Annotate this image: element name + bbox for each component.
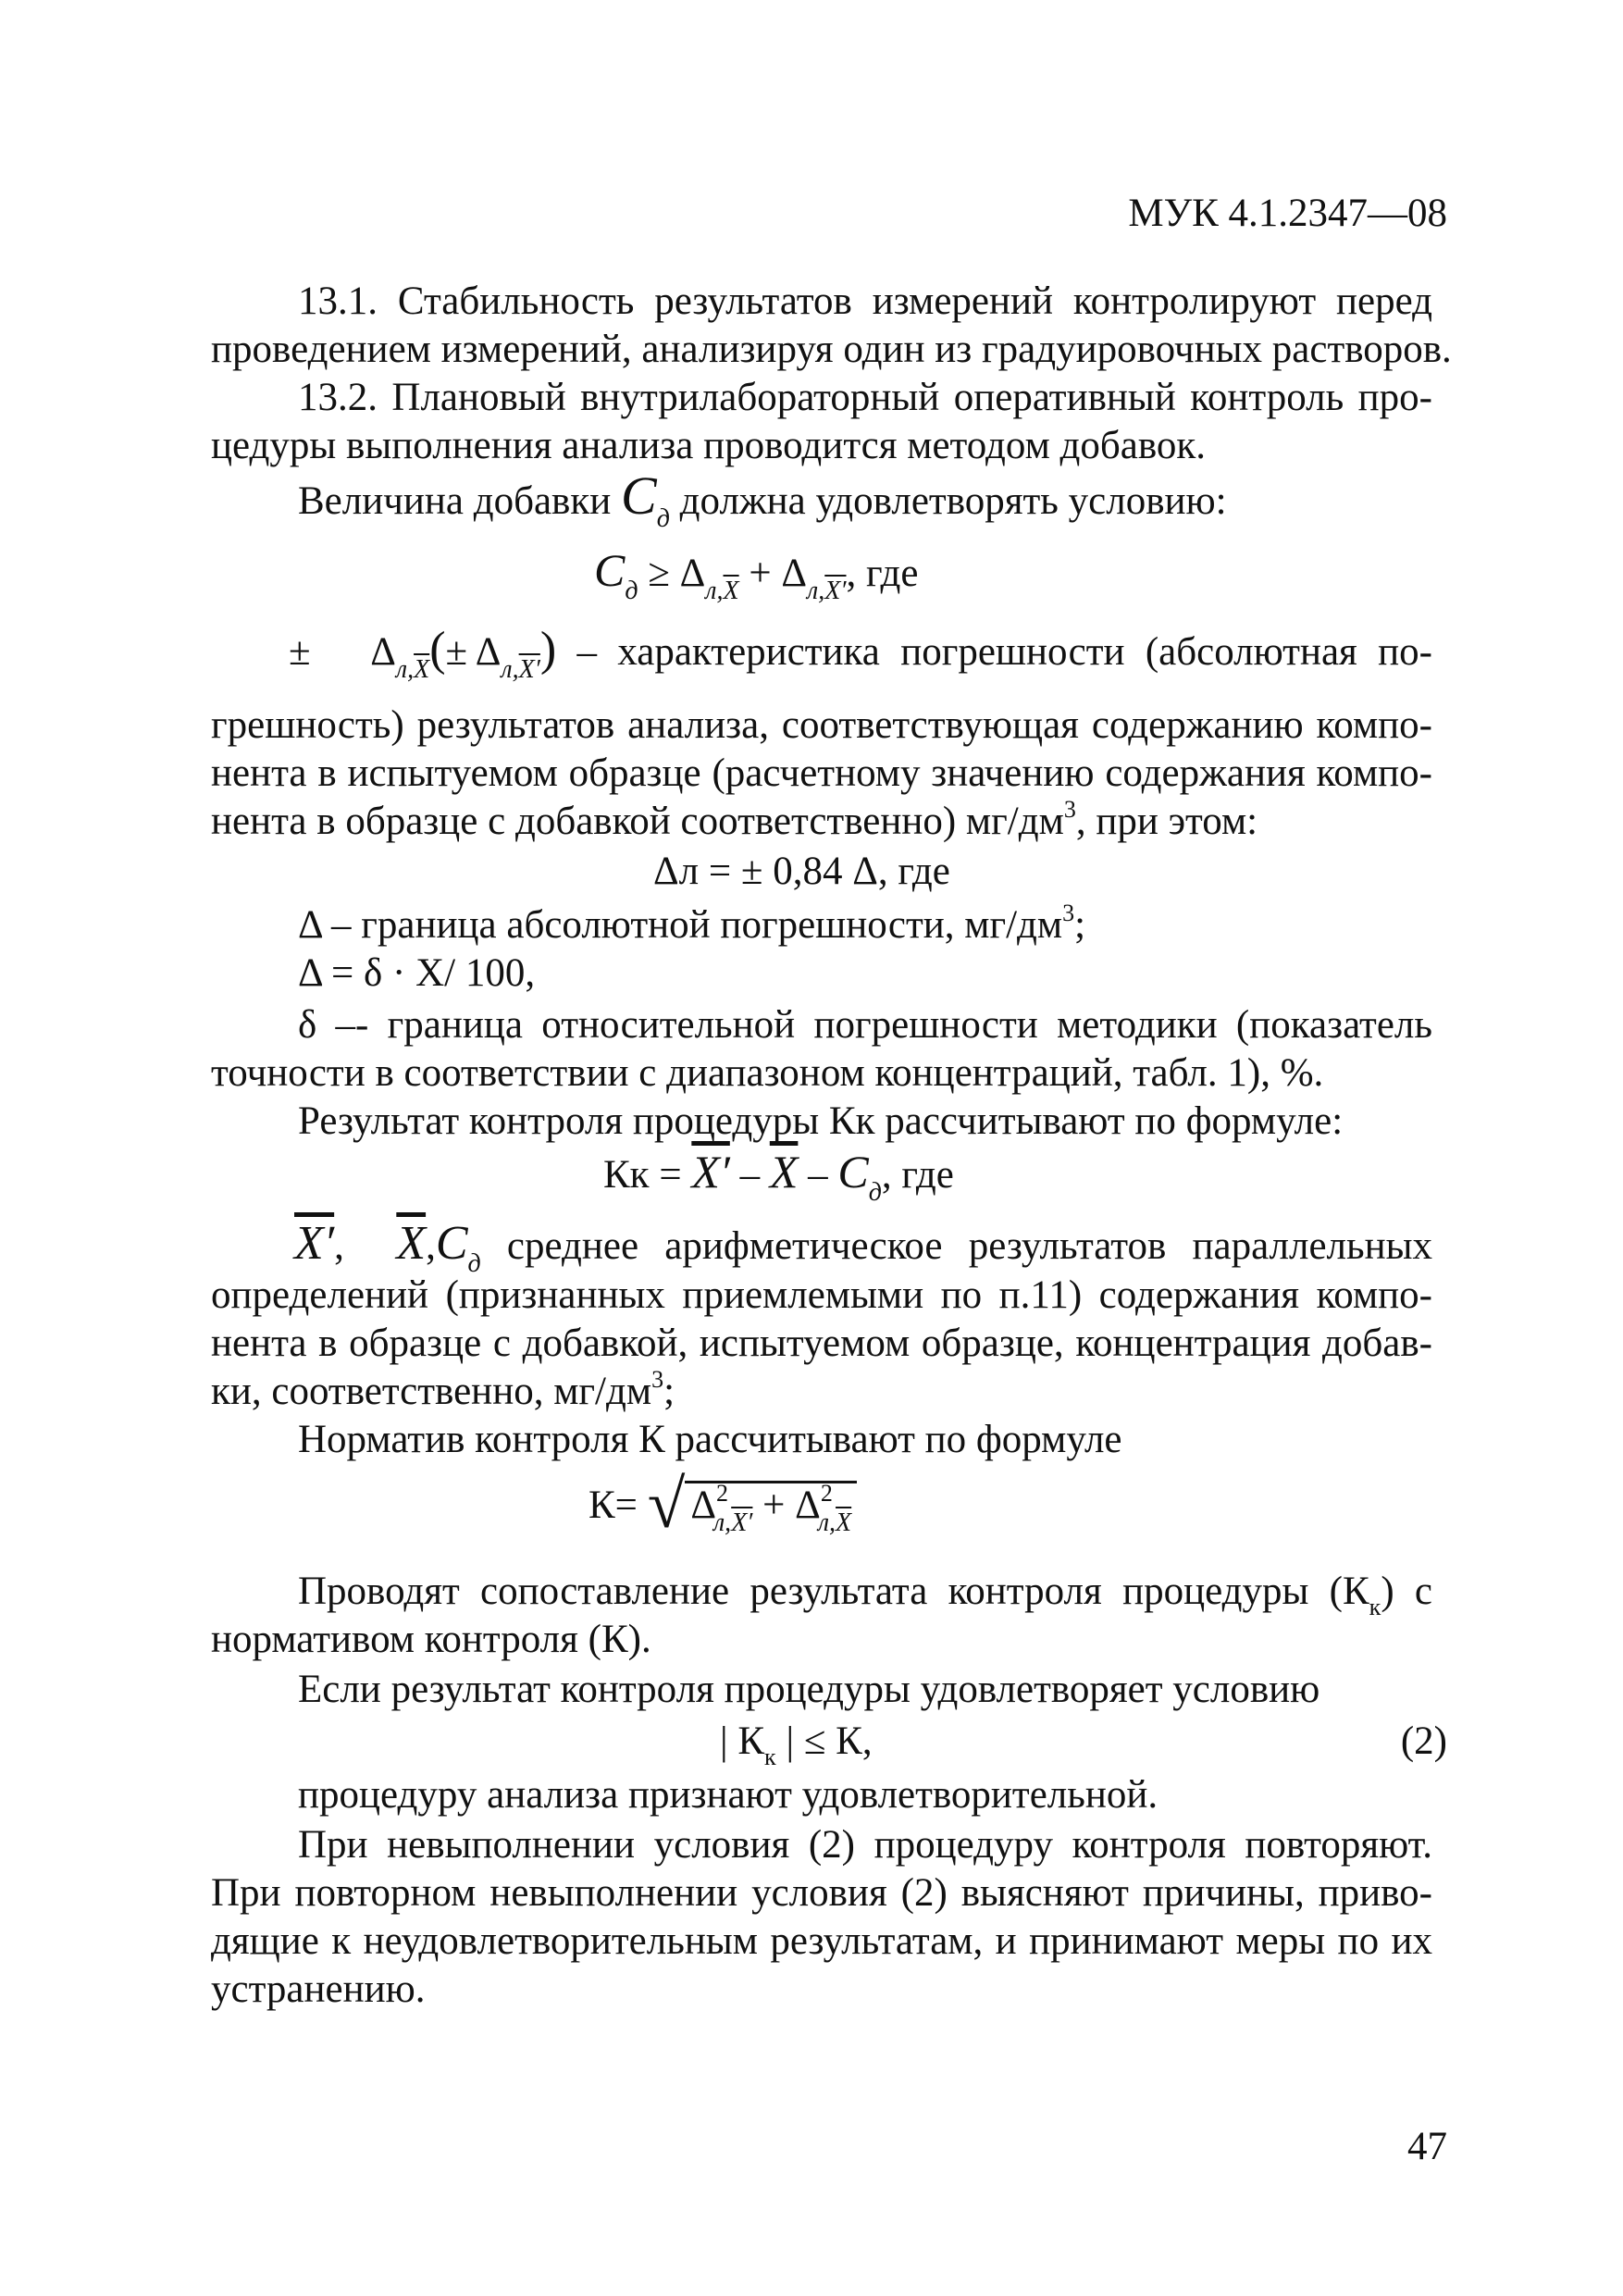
delta-def-b: ;	[1074, 903, 1086, 947]
result-formula: Кк = $X' - \overline{X} - C_д$, где	[603, 1146, 954, 1207]
paragraph-13-2-line-1: 13.2. Плановый внутрилабораторный оперативный контроль про-	[298, 376, 1432, 419]
mean-last-b: ;	[663, 1370, 675, 1413]
doc-code-header: МУК 4.1.2347—08	[1128, 192, 1447, 235]
paragraph-13-2-line-2: цедуры выполнения анализа проводится методом добавок.	[211, 424, 1207, 467]
condition-formula: | $К_к$ | ≤ К,	[720, 1719, 873, 1770]
kk-label: Кк =	[603, 1153, 682, 1197]
paragraph-13-1-line-2: проведением измерений, анализируя один из градуировочных растворов.	[211, 328, 1452, 371]
compare-line-1: Проводят сопоставление результата контроля процедуры $(К_к)$ с	[298, 1570, 1432, 1620]
char-line-2: грешность) результатов анализа, соответствующая содержанию компо-	[211, 703, 1432, 747]
char-line-4: нента в образце с добавкой соответственно) $мг/дм^3$, при этом:	[211, 796, 1258, 843]
dose-text-after: должна удовлетворять условию:	[679, 479, 1227, 523]
delta-def-a: Δ – граница абсолютной погрешности, мг/дм	[298, 903, 1063, 947]
norm-k-label: К=	[588, 1483, 638, 1527]
mean-line-1	[294, 1217, 1433, 1278]
formula1-ge: ≥	[648, 552, 670, 595]
char-last-b: , при этом:	[1075, 800, 1258, 843]
page-number: 47	[1407, 2125, 1447, 2168]
final-line-2: При повторном невыполнении условия (2) выясняют причины, приво-	[211, 1871, 1432, 1915]
norm-intro: Норматив контроля К рассчитывают по формуле	[298, 1418, 1122, 1461]
condition-after: процедуру анализа признают удовлетворительной.	[298, 1773, 1158, 1817]
delta-formula: Δ = δ · Х/ 100,	[298, 951, 536, 995]
pm-delta-symbols: ± $\Delta_{л,\overline{X}}(\pm \Delta_{л,X'})$	[289, 623, 557, 684]
char-line-3: нента в испытуемом образце (расчетному значению содержания компо-	[211, 751, 1432, 795]
mean-text-1: среднее арифметическое результатов параллельных	[506, 1224, 1433, 1268]
delta-rel-line-2: точности в соответствии с диапазоном концентраций, табл. 1), %.	[211, 1051, 1324, 1095]
char-text-1: – характеристика погрешности (абсолютная по-	[576, 630, 1432, 674]
result-intro: Результат контроля процедуры Кк рассчитывают по формуле:	[298, 1099, 1344, 1143]
final-line-4: устранению.	[211, 1967, 426, 2011]
mean-line-2: определений (признанных приемлемыми по п.11) содержания компо-	[211, 1273, 1432, 1317]
dose-text-before: Величина добавки	[298, 479, 612, 523]
delta-definition: Δ – граница абсолютной погрешности, $мг/дм^3$;	[298, 900, 1086, 947]
mean-last-a: ки, соответственно, мг/дм	[211, 1370, 652, 1413]
error-characteristic-line	[289, 623, 1432, 684]
compare-line-2: нормативом контроля (К).	[211, 1618, 651, 1661]
formula1-where: , где	[846, 552, 919, 595]
result-where: , где	[881, 1153, 954, 1197]
dose-symbol-subscript: д	[656, 504, 670, 533]
mean-symbols: X′, $\overline{X},C_д$	[294, 1217, 481, 1278]
norm-formula: К= √ $\Delta^2_{л,X'} + \Delta^2_{л,\overline{X}}$	[588, 1471, 857, 1534]
dose-condition-line	[298, 465, 1227, 533]
dose-symbol: C	[621, 465, 657, 526]
final-line-1: При невыполнении условия (2) процедуру контроля повторяют.	[298, 1823, 1432, 1867]
sqrt-symbol: √	[647, 1467, 686, 1543]
final-line-3: дящие к неудовлетворительным результатам, и принимают меры по их	[211, 1919, 1432, 1963]
condition-intro: Если результат контроля процедуры удовлетворяет условию	[298, 1668, 1320, 1711]
dose-formula: $C_д \ge \Delta_{л,\overline{X}} + \Delta_{л,X'}$, где	[594, 544, 919, 605]
char-last-a: нента в образце с добавкой соответственно) мг/дм	[211, 800, 1064, 843]
delta-l-formula: Δл = ± 0,84 Δ, где	[653, 850, 950, 893]
mean-line-4: ки, соответственно, $мг/дм^3$;	[211, 1366, 675, 1413]
equation-number: (2)	[1400, 1719, 1447, 1763]
paragraph-13-1-line-1: 13.1. Стабильность результатов измерений контролируют перед	[298, 279, 1432, 323]
mean-line-3: нента в образце с добавкой, испытуемом образце, концентрация добав-	[211, 1322, 1432, 1365]
formula1-plus: +	[749, 552, 772, 595]
delta-rel-line-1: δ –- граница относительной погрешности методики (показатель	[298, 1003, 1432, 1047]
